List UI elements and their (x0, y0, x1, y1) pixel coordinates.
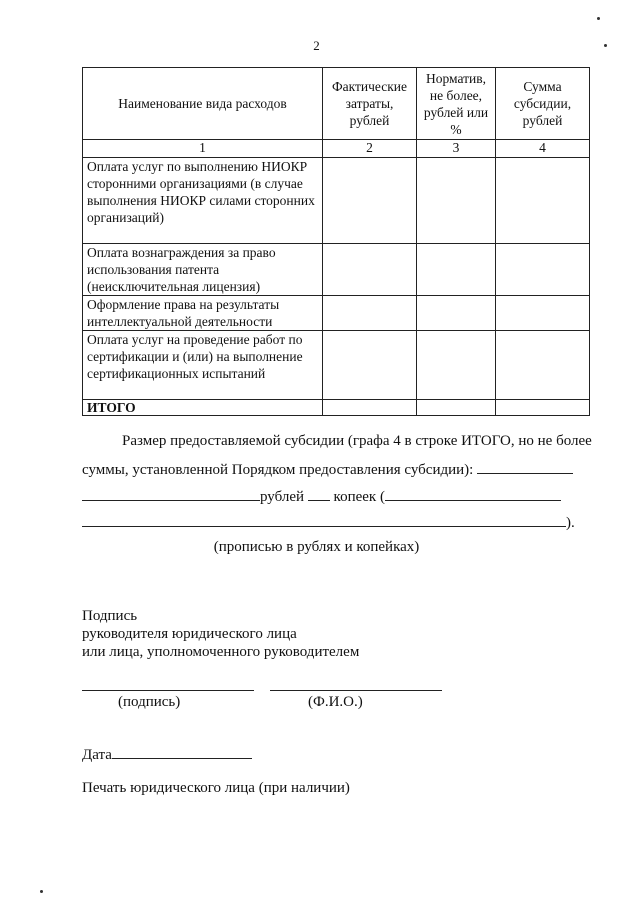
header-expense-type: Наименование вида расходов (83, 68, 323, 140)
cell-subsidy[interactable] (496, 296, 590, 331)
amount-blank[interactable] (477, 460, 573, 474)
scan-speck (604, 44, 607, 47)
signature-caption: (подпись) (118, 694, 181, 710)
cell-subsidy[interactable] (496, 244, 590, 296)
table-row (83, 296, 590, 331)
cell-actual[interactable] (323, 158, 417, 244)
rubles-label: рублей (260, 489, 305, 505)
cell-norm[interactable] (417, 296, 496, 331)
cell-actual[interactable] (323, 331, 417, 400)
close-paren: ). (566, 515, 575, 531)
row-name: Оформление права на результаты интеллектуальной деятельности (83, 296, 323, 331)
row-name: Оплата услуг на проведение работ по сертификации и (или) на выполнение сертификационных испытаний (83, 331, 323, 400)
row-name: Оплата услуг по выполнению НИОКР сторонними организациями (в случае выполнения НИОКР силами сторонних организаций) (83, 158, 323, 244)
header-norm: Норматив, не более, рублей или % (417, 68, 496, 140)
cell-actual[interactable] (323, 400, 417, 416)
table-row (83, 158, 590, 244)
expenses-table (82, 67, 590, 416)
table-row-total (83, 400, 590, 416)
row-name: Оплата вознаграждения за право использования патента (неисключительная лицензия) (83, 244, 323, 296)
amount-in-words-continuation[interactable] (82, 513, 566, 527)
subsidy-limit-text: суммы, установленной Порядком предоставления субсидии): (82, 462, 474, 478)
subsidy-size-text: Размер предоставляемой субсидии (графа 4 в строке ИТОГО, но не более (122, 433, 592, 449)
subsidy-size-line1 (82, 433, 592, 450)
cell-norm[interactable] (417, 244, 496, 296)
cell-norm[interactable] (417, 331, 496, 400)
table-row (83, 244, 590, 296)
amount-in-words-note: (прописью в рублях и копейках) (213, 539, 420, 555)
date-line (82, 745, 592, 764)
row-name: ИТОГО (83, 400, 323, 416)
table-header-row (83, 68, 590, 140)
column-number: 1 (83, 140, 323, 158)
cell-actual[interactable] (323, 244, 417, 296)
date-label: Дата (82, 747, 112, 763)
full-name-caption: (Ф.И.О.) (308, 694, 363, 710)
signature-label-2: руководителя юридического лица (82, 626, 297, 642)
scan-speck (40, 890, 43, 893)
kopecks-blank[interactable] (308, 487, 330, 501)
rubles-blank[interactable] (82, 487, 260, 501)
signature-label-1: Подпись (82, 608, 138, 624)
page-number: 2 (313, 38, 320, 53)
subsidy-amount-line (82, 487, 592, 506)
column-number: 4 (496, 140, 590, 158)
cell-subsidy[interactable] (496, 331, 590, 400)
signature-line[interactable] (82, 690, 254, 691)
column-number: 2 (323, 140, 417, 158)
cell-norm[interactable] (417, 158, 496, 244)
cell-actual[interactable] (323, 296, 417, 331)
subsidy-size-line2 (82, 460, 592, 479)
scan-speck (597, 17, 600, 20)
full-name-line[interactable] (270, 690, 442, 691)
header-subsidy-amount: Сумма субсидии, рублей (496, 68, 590, 140)
kopecks-label: копеек ( (333, 489, 385, 505)
amount-in-words-blank[interactable] (385, 487, 561, 501)
date-blank[interactable] (112, 745, 252, 759)
cell-subsidy[interactable] (496, 400, 590, 416)
header-actual-costs: Фактические затраты, рублей (323, 68, 417, 140)
cell-subsidy[interactable] (496, 158, 590, 244)
table-row (83, 331, 590, 400)
column-number: 3 (417, 140, 496, 158)
stamp-label: Печать юридического лица (при наличии) (82, 780, 350, 796)
signature-label-3: или лица, уполномоченного руководителем (82, 644, 360, 660)
cell-norm[interactable] (417, 400, 496, 416)
amount-in-words-line (82, 513, 592, 532)
column-numbers-row (83, 140, 590, 158)
